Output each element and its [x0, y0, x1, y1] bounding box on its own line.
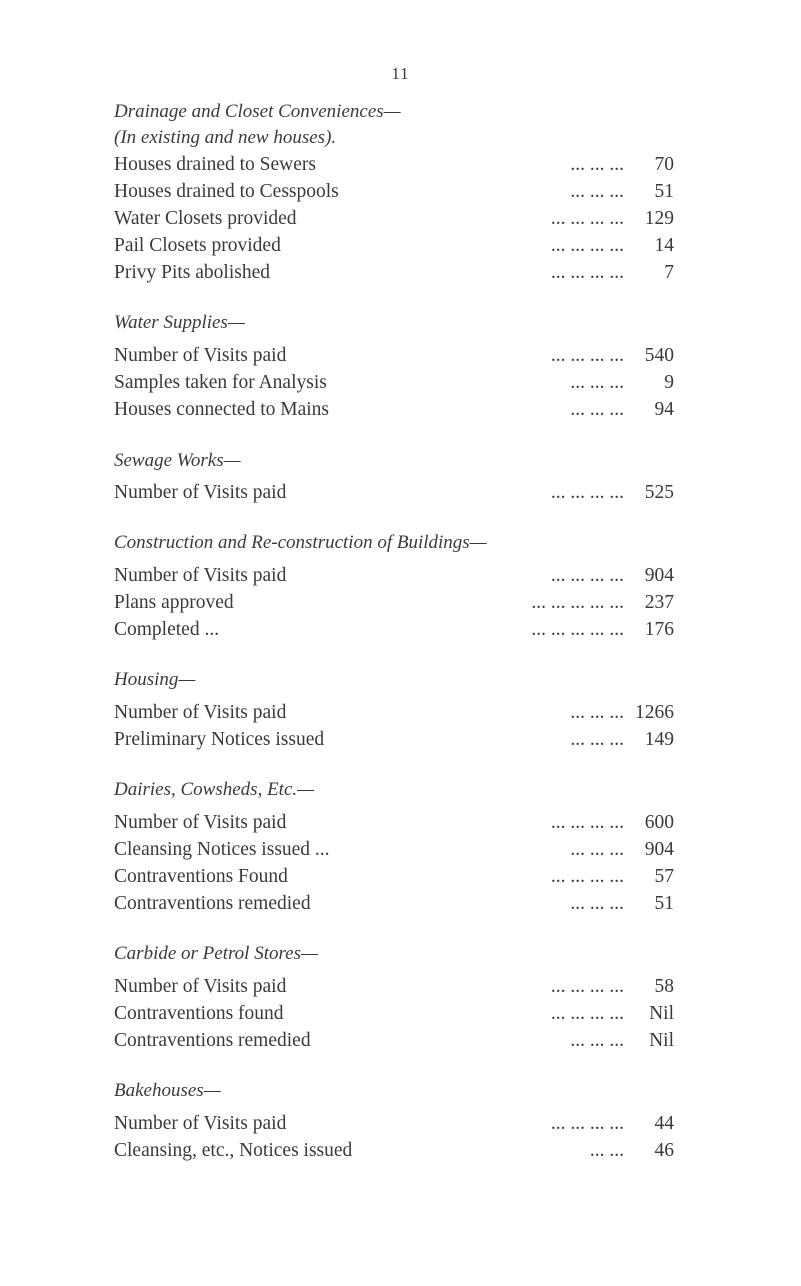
section-heading-bakehouses: Bakehouses—: [114, 1080, 221, 1101]
table-row: [114, 812, 674, 838]
section-heading-sewage-works: Sewage Works—: [114, 450, 241, 471]
table-row: [114, 565, 674, 591]
row-label: Cleansing, etc., Notices issued: [114, 1140, 353, 1161]
section-subheading-drainage: (In existing and new houses).: [114, 127, 337, 148]
row-label: Houses drained to Sewers: [114, 154, 316, 175]
row-value: 525: [644, 482, 674, 503]
row-leader-dots: ... ... ...: [570, 729, 624, 750]
row-leader-dots: ... ... ... ...: [550, 482, 624, 503]
row-label: Contraventions remedied: [114, 893, 311, 914]
row-leader-dots: ... ... ...: [570, 893, 624, 914]
row-value: 14: [654, 235, 674, 256]
row-leader-dots: ... ... ... ...: [550, 1003, 624, 1024]
table-row: [114, 729, 674, 755]
row-value: 1266: [635, 702, 674, 723]
table-row: [114, 154, 674, 180]
row-leader-dots: ... ... ... ...: [550, 1113, 624, 1134]
row-leader-dots: ... ... ...: [570, 154, 624, 175]
row-leader-dots: ... ... ... ... ...: [531, 619, 624, 640]
row-leader-dots: ... ... ... ...: [550, 976, 624, 997]
row-value: 7: [664, 262, 674, 283]
row-value: 129: [644, 208, 674, 229]
row-leader-dots: ... ... ... ...: [550, 208, 624, 229]
row-leader-dots: ... ... ...: [570, 372, 624, 393]
table-row: [114, 235, 674, 261]
row-value: 9: [664, 372, 674, 393]
table-row: [114, 372, 674, 398]
row-leader-dots: ... ... ... ... ...: [531, 592, 624, 613]
row-leader-dots: ... ... ... ...: [550, 565, 624, 586]
row-leader-dots: ... ...: [589, 1140, 624, 1161]
table-row: [114, 866, 674, 892]
row-leader-dots: ... ... ...: [570, 702, 624, 723]
row-value: 237: [644, 592, 674, 613]
row-value: 540: [644, 345, 674, 366]
page-number: 11: [391, 64, 410, 83]
table-row: [114, 1140, 674, 1166]
row-label: Cleansing Notices issued ...: [114, 839, 330, 860]
row-label: Number of Visits paid: [114, 976, 287, 997]
table-row: [114, 399, 674, 425]
section-heading-carbide: Carbide or Petrol Stores—: [114, 943, 318, 964]
row-value: 149: [644, 729, 674, 750]
row-label: Number of Visits paid: [114, 565, 287, 586]
row-value: 57: [654, 866, 674, 887]
table-row: [114, 1003, 674, 1029]
row-label: Houses drained to Cesspools: [114, 181, 339, 202]
table-row: [114, 181, 674, 207]
section-heading-drainage: Drainage and Closet Conveniences—: [114, 101, 401, 122]
row-value: 51: [654, 181, 674, 202]
table-row: [114, 208, 674, 234]
table-row: [114, 976, 674, 1002]
row-label: Houses connected to Mains: [114, 399, 329, 420]
row-leader-dots: ... ... ...: [570, 839, 624, 860]
table-row: [114, 839, 674, 865]
row-value: Nil: [649, 1003, 674, 1024]
table-row: [114, 1030, 674, 1056]
section-heading-construction: Construction and Re-construction of Buildings—: [114, 532, 487, 553]
section-heading-housing: Housing—: [114, 669, 196, 690]
row-leader-dots: ... ... ... ...: [550, 235, 624, 256]
row-leader-dots: ... ... ...: [570, 181, 624, 202]
table-row: [114, 1113, 674, 1139]
row-value: 70: [654, 154, 674, 175]
row-label: Contraventions remedied: [114, 1030, 311, 1051]
row-label: Pail Closets provided: [114, 235, 281, 256]
row-value: 904: [644, 839, 674, 860]
row-leader-dots: ... ... ... ...: [550, 262, 624, 283]
row-label: Number of Visits paid: [114, 812, 287, 833]
row-value: 904: [644, 565, 674, 586]
table-row: [114, 345, 674, 371]
row-label: Contraventions found: [114, 1003, 284, 1024]
section-heading-dairies: Dairies, Cowsheds, Etc.—: [114, 779, 315, 800]
table-row: [114, 482, 674, 508]
row-label: Preliminary Notices issued: [114, 729, 325, 750]
table-row: [114, 893, 674, 919]
row-value: 94: [654, 399, 674, 420]
table-row: [114, 262, 674, 288]
row-label: Privy Pits abolished: [114, 262, 271, 283]
row-label: Number of Visits paid: [114, 702, 287, 723]
row-label: Plans approved: [114, 592, 234, 613]
row-label: Completed ...: [114, 619, 220, 640]
row-value: 176: [644, 619, 674, 640]
row-leader-dots: ... ... ... ...: [550, 812, 624, 833]
row-value: 600: [644, 812, 674, 833]
row-value: 58: [654, 976, 674, 997]
row-leader-dots: ... ... ...: [570, 1030, 624, 1051]
row-label: Water Closets provided: [114, 208, 297, 229]
table-row: [114, 619, 674, 645]
row-label: Number of Visits paid: [114, 482, 287, 503]
row-label: Contraventions Found: [114, 866, 288, 887]
table-row: [114, 592, 674, 618]
row-value: 46: [654, 1140, 674, 1161]
row-leader-dots: ... ... ... ...: [550, 866, 624, 887]
table-row: [114, 702, 674, 728]
row-label: Samples taken for Analysis: [114, 372, 327, 393]
row-value: 51: [654, 893, 674, 914]
row-label: Number of Visits paid: [114, 1113, 287, 1134]
row-label: Number of Visits paid: [114, 345, 287, 366]
row-value: 44: [654, 1113, 674, 1134]
section-heading-water-supplies: Water Supplies—: [114, 312, 245, 333]
row-leader-dots: ... ... ... ...: [550, 345, 624, 366]
row-value: Nil: [649, 1030, 674, 1051]
row-leader-dots: ... ... ...: [570, 399, 624, 420]
